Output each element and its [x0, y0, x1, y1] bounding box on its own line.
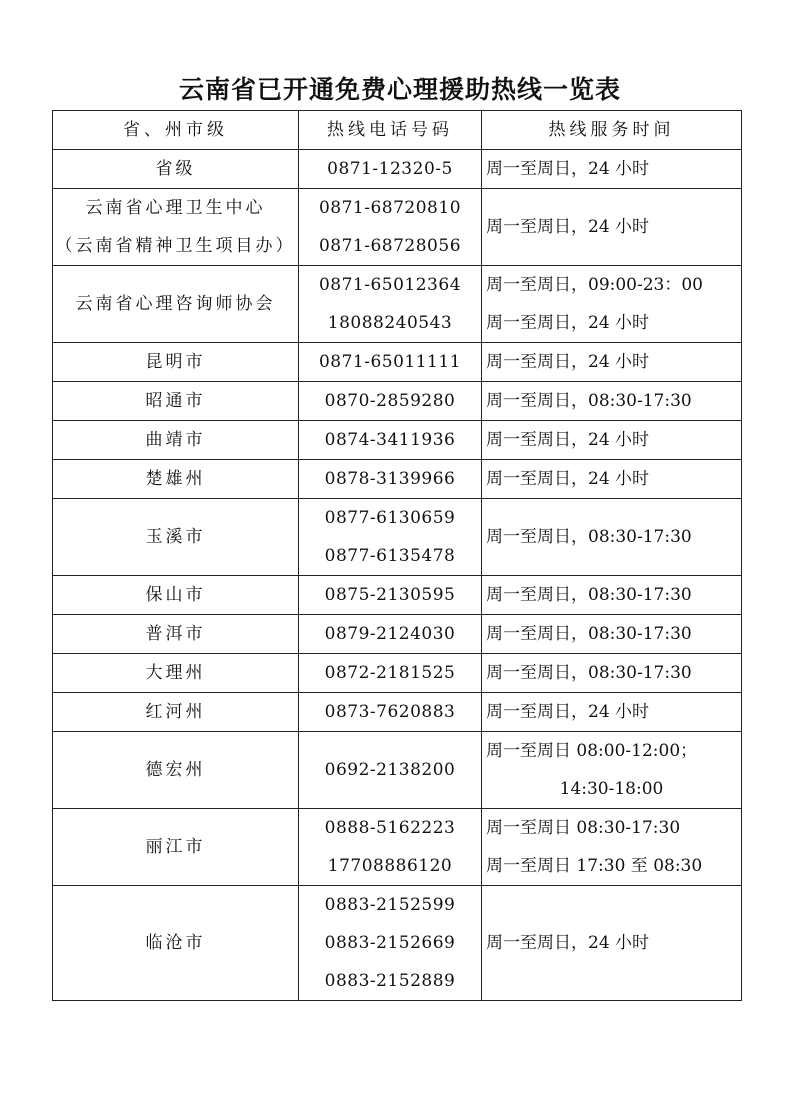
- hours-cell: [482, 499, 742, 576]
- phone-cell: [299, 499, 482, 576]
- region-cell: [53, 654, 299, 693]
- table-row: [53, 732, 742, 809]
- table-row: [53, 382, 742, 421]
- hotline-table: [52, 110, 742, 1001]
- service-hours: 周一至周日，24 小时: [486, 352, 650, 372]
- service-hours: 周一至周日，09:00-23：00: [486, 275, 703, 295]
- header-row: [53, 111, 742, 150]
- phone-number: 0875-2130595: [324, 585, 456, 605]
- region-text: 玉溪市: [145, 527, 206, 547]
- service-hours: 周一至周日，24 小时: [486, 933, 650, 953]
- hours-cell: [482, 343, 742, 382]
- phone-number: 0873-7620883: [324, 702, 456, 722]
- hours-cell: [482, 460, 742, 499]
- service-hours: 周一至周日，08:30-17:30: [486, 663, 692, 683]
- phone-number: 0874-3411936: [324, 430, 456, 450]
- phone-number: 18088240543: [327, 313, 453, 333]
- table-row: [53, 499, 742, 576]
- region-text: 云南省心理咨询师协会: [75, 294, 276, 314]
- hours-cell: [482, 576, 742, 615]
- phone-cell: [299, 886, 482, 1001]
- table-row: [53, 460, 742, 499]
- hours-cell: [482, 654, 742, 693]
- region-text: （云南省精神卫生项目办）: [55, 236, 296, 256]
- table-row: [53, 421, 742, 460]
- region-cell: [53, 460, 299, 499]
- phone-number: 0870-2859280: [324, 391, 456, 411]
- phone-cell: [299, 732, 482, 809]
- region-cell: [53, 343, 299, 382]
- region-text: 楚雄州: [145, 469, 206, 489]
- phone-cell: [299, 343, 482, 382]
- service-hours: 周一至周日，08:30-17:30: [486, 624, 692, 644]
- table-row: [53, 150, 742, 189]
- region-cell: [53, 382, 299, 421]
- table-row: [53, 266, 742, 343]
- service-hours: 周一至周日，24 小时: [486, 430, 650, 450]
- service-hours: 周一至周日，24 小时: [486, 469, 650, 489]
- hours-cell: [482, 266, 742, 343]
- service-hours: 周一至周日 17:30 至 08:30: [486, 856, 703, 876]
- service-hours: 周一至周日 08:30-17:30: [486, 818, 681, 838]
- table-row: [53, 809, 742, 886]
- header-region: 省、州市级: [53, 111, 299, 150]
- service-hours: 周一至周日，24 小时: [486, 702, 650, 722]
- phone-number: 0871-68720810: [318, 198, 462, 218]
- service-hours: 周一至周日，08:30-17:30: [486, 585, 692, 605]
- region-text: 保山市: [145, 585, 206, 605]
- region-cell: [53, 732, 299, 809]
- phone-cell: [299, 421, 482, 460]
- region-text: 昭通市: [145, 391, 206, 411]
- phone-cell: [299, 654, 482, 693]
- phone-cell: [299, 615, 482, 654]
- phone-number: 0871-12320-5: [327, 159, 453, 179]
- table-row: [53, 615, 742, 654]
- region-cell: [53, 189, 299, 266]
- table-row: [53, 654, 742, 693]
- region-text: 大理州: [145, 663, 206, 683]
- region-cell: [53, 886, 299, 1001]
- region-cell: [53, 693, 299, 732]
- phone-cell: [299, 809, 482, 886]
- phone-cell: [299, 189, 482, 266]
- phone-cell: [299, 693, 482, 732]
- phone-number: 0692-2138200: [324, 760, 456, 780]
- region-cell: [53, 266, 299, 343]
- hours-cell: [482, 150, 742, 189]
- phone-number: 0879-2124030: [324, 624, 456, 644]
- phone-number: 0871-65011111: [318, 352, 462, 372]
- phone-cell: [299, 460, 482, 499]
- phone-number: 0883-2152889: [324, 971, 456, 991]
- region-text: 丽江市: [145, 837, 206, 857]
- phone-number: 0871-65012364: [318, 275, 462, 295]
- phone-number: 0883-2152599: [324, 895, 456, 915]
- hours-cell: [482, 693, 742, 732]
- hours-cell: [482, 382, 742, 421]
- header-phone: 热线电话号码: [299, 111, 482, 150]
- hours-cell: [482, 732, 742, 809]
- hours-cell: [482, 809, 742, 886]
- phone-cell: [299, 382, 482, 421]
- service-hours: 周一至周日，24 小时: [486, 217, 650, 237]
- hours-cell: [482, 421, 742, 460]
- service-hours: 周一至周日，08:30-17:30: [486, 527, 692, 547]
- page-title: 云南省已开通免费心理援助热线一览表: [178, 75, 621, 104]
- phone-number: 0877-6135478: [324, 546, 456, 566]
- phone-number: 0888-5162223: [324, 818, 456, 838]
- phone-cell: [299, 576, 482, 615]
- region-text: 普洱市: [145, 624, 206, 644]
- phone-number: 0871-68728056: [318, 236, 462, 256]
- hours-cell: [482, 189, 742, 266]
- region-text: 曲靖市: [145, 430, 206, 450]
- service-hours: 周一至周日 08:00-12:00；: [486, 741, 698, 761]
- phone-cell: [299, 266, 482, 343]
- table-row: [53, 693, 742, 732]
- hours-cell: [482, 886, 742, 1001]
- phone-number: 0883-2152669: [324, 933, 456, 953]
- region-cell: [53, 499, 299, 576]
- region-cell: [53, 809, 299, 886]
- region-text: 省级: [155, 159, 196, 179]
- region-cell: [53, 150, 299, 189]
- region-text: 昆明市: [145, 352, 206, 372]
- service-hours: 周一至周日，24 小时: [486, 159, 650, 179]
- table-row: [53, 576, 742, 615]
- table-row: [53, 886, 742, 1001]
- table-row: [53, 343, 742, 382]
- phone-number: 0877-6130659: [324, 508, 456, 528]
- phone-number: 17708886120: [327, 856, 453, 876]
- service-hours: 周一至周日，08:30-17:30: [486, 391, 692, 411]
- hours-cell: [482, 615, 742, 654]
- table-row: [53, 189, 742, 266]
- region-cell: [53, 576, 299, 615]
- region-cell: [53, 615, 299, 654]
- region-text: 红河州: [145, 702, 206, 722]
- region-text: 云南省心理卫生中心: [85, 198, 266, 218]
- header-hours: 热线服务时间: [482, 111, 742, 150]
- region-text: 临沧市: [145, 933, 206, 953]
- region-text: 德宏州: [145, 760, 206, 780]
- phone-number: 0872-2181525: [324, 663, 456, 683]
- phone-cell: [299, 150, 482, 189]
- region-cell: [53, 421, 299, 460]
- phone-number: 0878-3139966: [324, 469, 456, 489]
- service-hours: 14:30-18:00: [559, 779, 664, 799]
- service-hours: 周一至周日，24 小时: [486, 313, 650, 333]
